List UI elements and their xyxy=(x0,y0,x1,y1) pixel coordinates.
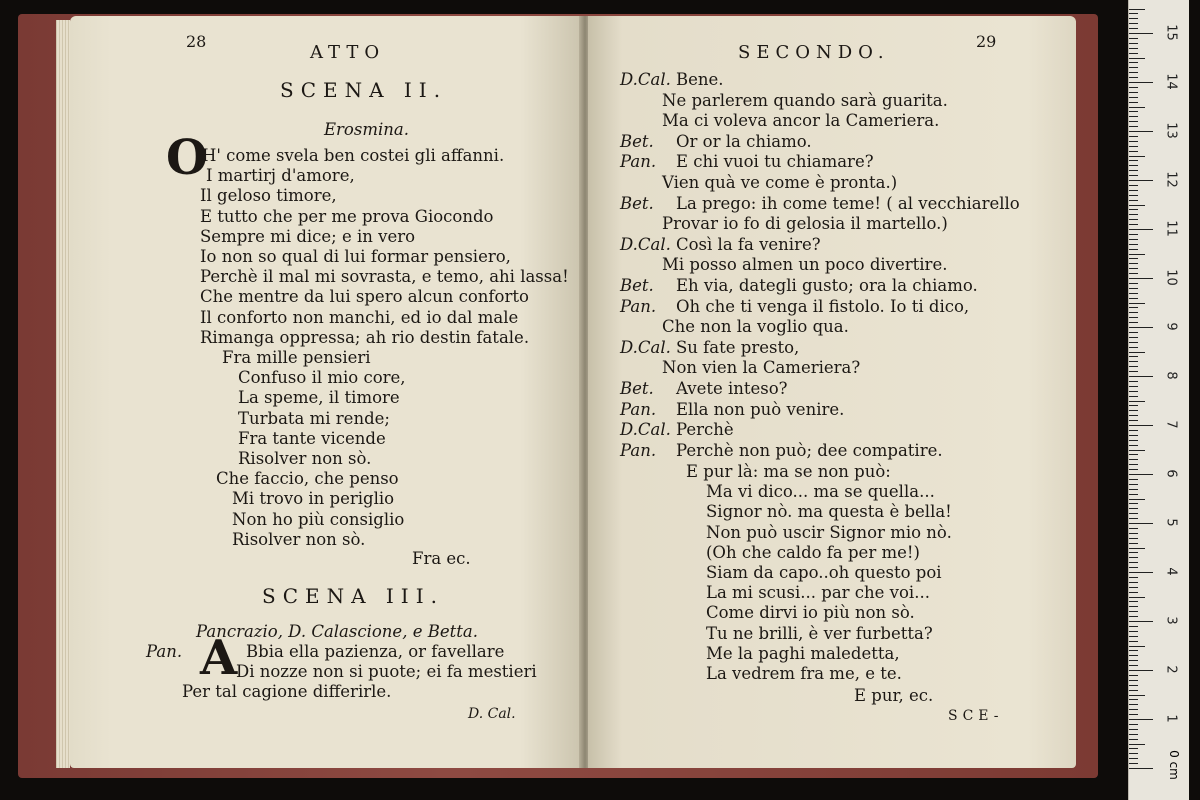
ruler-tick xyxy=(1129,543,1138,544)
ruler-tick xyxy=(1129,58,1145,59)
aria-line: La mi scusi... par che voi... xyxy=(706,583,930,603)
aria-line: E pur là: ma se non può: xyxy=(686,462,891,481)
ruler-number: 8 xyxy=(1163,371,1179,380)
ruler-tick xyxy=(1129,646,1145,647)
dialogue-line: Perchè xyxy=(676,420,734,440)
ruler-tick xyxy=(1129,190,1138,191)
ruler-tick xyxy=(1129,366,1138,367)
ruler-number: 4 xyxy=(1163,567,1179,576)
verse-line: Di nozze non si puote; ei fa mestieri xyxy=(236,662,537,681)
ruler-tick xyxy=(1129,410,1138,411)
speaker-label xyxy=(620,338,671,358)
ruler-tick xyxy=(1129,18,1138,19)
ruler-tick xyxy=(1129,219,1138,220)
ruler-number: 9 xyxy=(1163,322,1179,331)
scene2-speaker: Erosmina. xyxy=(324,120,409,139)
ruler-tick xyxy=(1129,278,1153,279)
verse-line: Che mentre da lui spero alcun conforto xyxy=(200,287,529,307)
ruler-tick xyxy=(1129,606,1138,607)
ruler-tick xyxy=(1129,499,1145,500)
ruler-tick xyxy=(1129,126,1138,127)
aria-line: Non può uscir Signor mio nò. xyxy=(706,522,952,542)
ruler-number: 7 xyxy=(1163,420,1179,429)
dialogue-line: Provar io fo di gelosia il martello.) xyxy=(662,214,948,234)
speaker-name: D.Cal. xyxy=(620,337,671,357)
ruler-tick xyxy=(1129,562,1138,563)
ruler-tick xyxy=(1129,538,1138,539)
running-head-left: ATTO xyxy=(310,42,386,63)
verse-line: Io non so qual di lui formar pensiero, xyxy=(200,247,511,266)
ruler-tick xyxy=(1129,327,1153,328)
ruler-tick xyxy=(1129,508,1138,509)
dialogue-line: Mi posso almen un poco divertire. xyxy=(662,255,948,275)
speaker-name: Pan. xyxy=(620,152,657,172)
ruler-tick xyxy=(1129,116,1138,117)
ruler-tick xyxy=(1129,719,1153,720)
ruler-tick xyxy=(1129,626,1138,627)
aria-line: Signor nò. ma questa è bella! xyxy=(706,502,952,522)
ruler-number: 5 xyxy=(1163,518,1179,527)
verse-line: Confuso il mio core, xyxy=(238,368,406,388)
verse-line: Per tal cagione differirle. xyxy=(182,682,392,701)
ruler-tick xyxy=(1129,430,1138,431)
ruler-tick xyxy=(1129,386,1138,387)
ruler-tick xyxy=(1129,420,1138,421)
ruler-number: 15 xyxy=(1163,24,1179,41)
ruler-tick xyxy=(1129,714,1138,715)
ruler-tick xyxy=(1129,391,1138,392)
dropcap-a: A xyxy=(200,630,238,686)
ruler-tick xyxy=(1129,695,1145,696)
ruler-tick xyxy=(1129,92,1138,93)
ruler-tick xyxy=(1129,180,1153,181)
aria-line: Me la paghi maledetta, xyxy=(706,643,900,663)
aria-line: Siam da capo..oh questo poi xyxy=(706,563,942,582)
dropcap-o: O xyxy=(166,130,208,186)
ruler-tick xyxy=(1129,224,1138,225)
ruler-tick xyxy=(1129,195,1138,196)
speaker-label xyxy=(620,400,656,420)
ruler-tick xyxy=(1129,72,1138,73)
ruler-tick xyxy=(1129,322,1138,323)
ruler-number: 14 xyxy=(1163,73,1179,90)
ruler-tick xyxy=(1129,552,1138,553)
catchword-left: D. Cal. xyxy=(468,706,516,722)
ruler-tick xyxy=(1129,28,1138,29)
ruler-tick xyxy=(1129,641,1138,642)
right-end-cue: E pur, ec. xyxy=(854,686,934,705)
dialogue-line: Or or la chiamo. xyxy=(676,131,812,151)
ruler-tick xyxy=(1129,371,1138,372)
ruler-tick xyxy=(1129,587,1138,588)
ruler-tick xyxy=(1129,636,1138,637)
ruler-tick xyxy=(1129,503,1138,504)
dialogue-line: Avete inteso? xyxy=(676,379,788,398)
speaker-label xyxy=(620,420,671,440)
ruler-tick xyxy=(1129,577,1138,578)
ruler-tick xyxy=(1129,234,1138,235)
speaker-name: D.Cal. xyxy=(620,70,671,89)
ruler-tick xyxy=(1129,307,1138,308)
dialogue-line: Ma ci voleva ancor la Cameriera. xyxy=(662,111,940,131)
ruler-tick xyxy=(1129,405,1138,406)
ruler-tick xyxy=(1129,263,1138,264)
ruler-tick xyxy=(1129,724,1138,725)
ruler-tick xyxy=(1129,141,1138,142)
dialogue-line: La prego: ih come teme! ( al vecchiarello xyxy=(676,193,1020,213)
ruler-tick xyxy=(1129,758,1138,759)
ruler-tick xyxy=(1129,729,1138,730)
verse-line: E tutto che per me prova Giocondo xyxy=(200,206,494,226)
dialogue-line: Oh che ti venga il fistolo. Io ti dico, xyxy=(676,296,970,316)
ruler-tick xyxy=(1129,268,1138,269)
ruler-tick xyxy=(1129,273,1138,274)
ruler-tick xyxy=(1129,102,1138,103)
ruler-tick xyxy=(1129,655,1138,656)
ruler-tick xyxy=(1129,474,1153,475)
speaker-name: Pan. xyxy=(620,399,657,419)
ruler-tick xyxy=(1129,567,1138,568)
scene2-end-cue: Fra ec. xyxy=(412,549,471,568)
ruler-tick xyxy=(1129,244,1138,245)
speaker-name: Bet. xyxy=(620,276,654,295)
verse-line: Il geloso timore, xyxy=(200,186,337,206)
verse-line: La speme, il timore xyxy=(238,388,400,408)
speaker-name: Bet. xyxy=(620,379,654,398)
speaker-label xyxy=(620,379,654,399)
ruler-tick xyxy=(1129,97,1138,98)
ruler-tick xyxy=(1129,616,1138,617)
ruler-tick xyxy=(1129,484,1138,485)
speaker-name: Bet. xyxy=(620,131,654,151)
ruler-tick xyxy=(1129,601,1138,602)
speaker-label xyxy=(620,132,654,152)
ruler-tick xyxy=(1129,160,1138,161)
verse-line: Il conforto non manchi, ed io dal male xyxy=(200,307,519,327)
ruler-unit-label: 0 cm xyxy=(1166,750,1181,780)
ruler-tick xyxy=(1129,660,1138,661)
ruler-tick xyxy=(1129,33,1153,34)
left-page xyxy=(70,16,582,768)
ruler-tick xyxy=(1129,62,1138,63)
scene3-characters: Pancrazio, D. Calascione, e Betta. xyxy=(196,622,478,641)
verse-line: Perchè il mal mi sovrasta, e temo, ahi lassa! xyxy=(200,267,569,287)
ruler-tick xyxy=(1129,107,1145,108)
ruler-tick xyxy=(1129,464,1138,465)
ruler-tick xyxy=(1129,401,1145,402)
dialogue-line: Ne parlerem quando sarà guarita. xyxy=(662,90,948,110)
running-head-right: SECONDO. xyxy=(738,42,890,63)
ruler-tick xyxy=(1129,312,1138,313)
ruler-tick xyxy=(1129,209,1138,210)
ruler-tick xyxy=(1129,77,1138,78)
ruler-tick xyxy=(1129,748,1138,749)
ruler-tick xyxy=(1129,165,1138,166)
ruler-tick xyxy=(1129,298,1138,299)
ruler-number: 1 xyxy=(1163,714,1179,723)
ruler-tick xyxy=(1129,435,1138,436)
ruler-number: 3 xyxy=(1163,616,1179,625)
ruler-tick xyxy=(1129,239,1138,240)
ruler-tick xyxy=(1129,200,1138,201)
ruler-tick xyxy=(1129,258,1138,259)
aria-line: Tu ne brilli, è ver furbetta? xyxy=(706,623,933,643)
scene-heading-2: SCENA II. xyxy=(280,78,448,102)
dialogue-line: Vien quà ve come è pronta.) xyxy=(662,173,898,192)
ruler-tick xyxy=(1129,317,1138,318)
ruler-tick xyxy=(1129,136,1138,137)
ruler-number: 6 xyxy=(1163,469,1179,478)
verse-line: Bbia ella pazienza, or favellare xyxy=(246,642,505,661)
ruler-tick xyxy=(1129,650,1138,651)
ruler-number: 13 xyxy=(1163,122,1179,139)
verse-line: Fra mille pensieri xyxy=(222,348,371,367)
ruler-tick xyxy=(1129,356,1138,357)
ruler-tick xyxy=(1129,440,1138,441)
ruler-tick xyxy=(1129,376,1153,377)
ruler-tick xyxy=(1129,87,1138,88)
ruler-tick xyxy=(1129,768,1153,769)
ruler-tick xyxy=(1129,131,1153,132)
ruler-tick xyxy=(1129,459,1138,460)
verse-line: H' come svela ben costei gli affanni. xyxy=(202,146,505,165)
ruler-tick xyxy=(1129,381,1138,382)
ruler-tick xyxy=(1129,111,1138,112)
verse-line: Risolver non sò. xyxy=(238,449,372,468)
aria-line: (Oh che caldo fa per me!) xyxy=(706,542,920,562)
ruler-tick xyxy=(1129,523,1153,524)
ruler-tick xyxy=(1129,709,1138,710)
ruler-tick xyxy=(1129,518,1138,519)
ruler-tick xyxy=(1129,704,1138,705)
ruler-tick xyxy=(1129,631,1138,632)
aria-line: La vedrem fra me, e te. xyxy=(706,664,902,683)
ruler-tick xyxy=(1129,592,1138,593)
ruler-tick xyxy=(1129,415,1138,416)
ruler-tick xyxy=(1129,342,1138,343)
ruler-tick xyxy=(1129,361,1138,362)
ruler-tick xyxy=(1129,185,1138,186)
dialogue-line: E chi vuoi tu chiamare? xyxy=(676,152,874,172)
dialogue-line: Bene. xyxy=(676,70,724,89)
ruler-tick xyxy=(1129,43,1138,44)
verse-line: Non ho più consiglio xyxy=(232,509,405,529)
verse-line: I martirj d'amore, xyxy=(206,166,355,186)
verse-line: Fra tante vicende xyxy=(238,428,386,448)
scene3-speaker: Pan. xyxy=(146,642,183,661)
catchword-right: SCE- xyxy=(948,708,1004,724)
page-block-edge xyxy=(56,20,70,768)
ruler-tick xyxy=(1129,48,1138,49)
ruler-tick xyxy=(1129,13,1138,14)
ruler-tick xyxy=(1129,744,1145,745)
ruler-tick xyxy=(1129,146,1138,147)
ruler-tick xyxy=(1129,229,1153,230)
speaker-name: Bet. xyxy=(620,193,654,213)
ruler-tick xyxy=(1129,739,1138,740)
ruler-tick xyxy=(1129,699,1138,700)
dialogue-line: Che non la voglio qua. xyxy=(662,317,849,337)
ruler-tick xyxy=(1129,582,1138,583)
ruler-tick xyxy=(1129,82,1153,83)
ruler-number: 2 xyxy=(1163,665,1179,674)
verse-line: Sempre mi dice; e in vero xyxy=(200,226,416,246)
page-number-right: 29 xyxy=(976,32,997,51)
ruler-number: 10 xyxy=(1163,269,1179,286)
ruler-tick xyxy=(1129,494,1138,495)
ruler-tick xyxy=(1129,175,1138,176)
ruler-tick xyxy=(1129,454,1138,455)
dialogue-line: Su fate presto, xyxy=(676,337,800,357)
dialogue-line: Ella non può venire. xyxy=(676,399,845,419)
aria-line: Ma vi dico... ma se quella... xyxy=(706,482,935,502)
measurement-ruler xyxy=(1128,0,1189,800)
speaker-label xyxy=(620,441,656,461)
verse-line: Rimanga oppressa; ah rio destin fatale. xyxy=(200,327,530,347)
speaker-label xyxy=(620,297,656,317)
ruler-tick xyxy=(1129,557,1138,558)
ruler-tick xyxy=(1129,572,1153,573)
right-page xyxy=(588,16,1076,768)
ruler-tick xyxy=(1129,621,1153,622)
ruler-tick xyxy=(1129,293,1138,294)
ruler-tick xyxy=(1129,352,1145,353)
ruler-tick xyxy=(1129,450,1145,451)
ruler-tick xyxy=(1129,23,1138,24)
ruler-tick xyxy=(1129,347,1138,348)
ruler-tick xyxy=(1129,489,1138,490)
ruler-tick xyxy=(1129,548,1145,549)
ruler-tick xyxy=(1129,734,1138,735)
ruler-tick xyxy=(1129,611,1138,612)
aria-line: Come dirvi io più non sò. xyxy=(706,603,915,623)
ruler-tick xyxy=(1129,753,1138,754)
ruler-number: 11 xyxy=(1163,220,1179,237)
ruler-tick xyxy=(1129,469,1138,470)
dialogue-line: Non vien la Cameriera? xyxy=(662,358,861,378)
speaker-label xyxy=(620,152,656,172)
speaker-label xyxy=(620,194,654,214)
ruler-tick xyxy=(1129,151,1138,152)
ruler-tick xyxy=(1129,303,1145,304)
ruler-tick xyxy=(1129,675,1138,676)
ruler-tick xyxy=(1129,214,1138,215)
ruler-tick xyxy=(1129,205,1145,206)
dialogue-line: Eh via, dategli gusto; ora la chiamo. xyxy=(676,276,978,295)
ruler-tick xyxy=(1129,533,1138,534)
ruler-tick xyxy=(1129,9,1145,10)
ruler-tick xyxy=(1129,680,1138,681)
ruler-tick xyxy=(1129,332,1138,333)
ruler-tick xyxy=(1129,396,1138,397)
verse-line: Mi trovo in periglio xyxy=(232,489,395,509)
page-number-left: 28 xyxy=(186,32,207,51)
ruler-tick xyxy=(1129,67,1138,68)
verse-line: Risolver non sò. xyxy=(232,529,366,549)
ruler-tick xyxy=(1129,690,1138,691)
ruler-tick xyxy=(1129,121,1138,122)
ruler-tick xyxy=(1129,53,1138,54)
speaker-label xyxy=(620,235,671,255)
ruler-tick xyxy=(1129,38,1138,39)
ruler-tick xyxy=(1129,445,1138,446)
ruler-tick xyxy=(1129,337,1138,338)
ruler-tick xyxy=(1129,288,1138,289)
speaker-name: Pan. xyxy=(620,296,657,316)
dialogue-line: Perchè non può; dee compatire. xyxy=(676,440,943,460)
speaker-label xyxy=(620,70,671,90)
verse-line: Che faccio, che penso xyxy=(216,469,399,489)
ruler-tick xyxy=(1129,479,1138,480)
scene-heading-3: SCENA III. xyxy=(262,584,444,608)
ruler-tick xyxy=(1129,425,1153,426)
ruler-tick xyxy=(1129,665,1138,666)
ruler-tick xyxy=(1129,597,1145,598)
dialogue-line: Così la fa venire? xyxy=(676,234,821,254)
ruler-tick xyxy=(1129,283,1138,284)
ruler-tick xyxy=(1129,170,1138,171)
ruler-tick xyxy=(1129,249,1138,250)
speaker-name: D.Cal. xyxy=(620,420,671,440)
ruler-tick xyxy=(1129,670,1153,671)
verse-line: Turbata mi rende; xyxy=(238,408,390,428)
ruler-tick xyxy=(1129,528,1138,529)
ruler-tick xyxy=(1129,254,1145,255)
ruler-tick xyxy=(1129,685,1138,686)
speaker-label xyxy=(620,276,654,296)
speaker-name: Pan. xyxy=(620,440,657,460)
ruler-tick xyxy=(1129,763,1138,764)
ruler-number: 12 xyxy=(1163,171,1179,188)
ruler-tick xyxy=(1129,156,1145,157)
ruler-tick xyxy=(1129,513,1138,514)
speaker-name: D.Cal. xyxy=(620,234,671,254)
